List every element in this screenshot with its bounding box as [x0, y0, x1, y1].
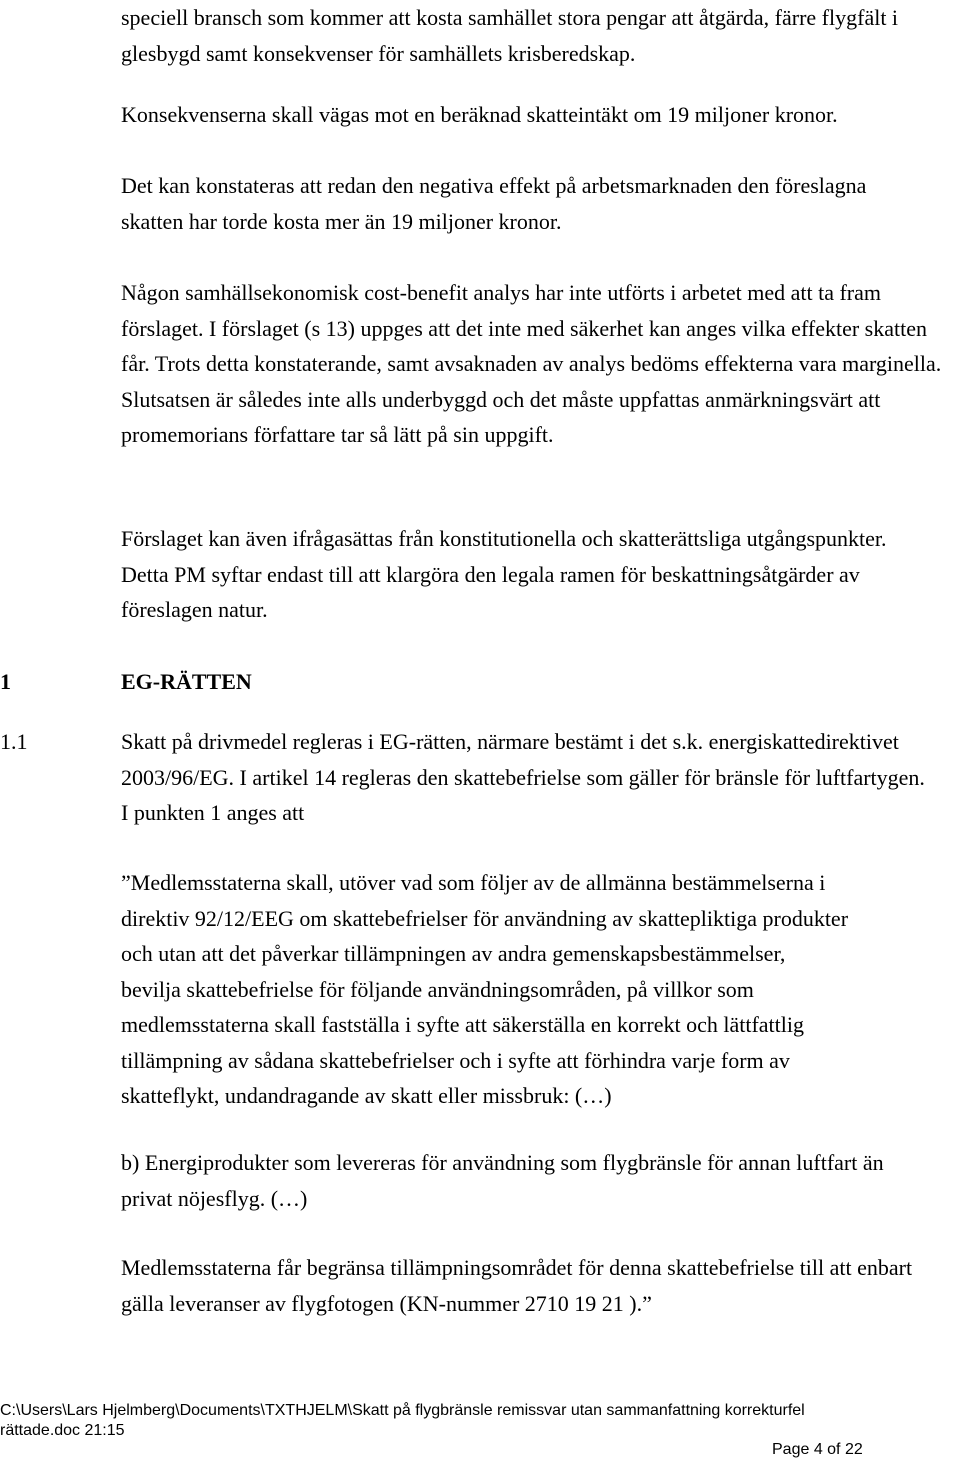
paragraph-constitutional: Förslaget kan även ifrågasättas från konstitutionella och skatterättsliga utgångspunkter. Detta PM syftar endast till att klargöra den legala ramen för beskattningsåtgärder av föreslagen natur.	[121, 526, 887, 622]
section-text: Skatt på drivmedel regleras i EG-rätten, närmare bestämt i det s.k. energiskattedirektivet 2003/96/EG. I artikel 14 regleras den skattebefrielse som gäller för bränsle för luftfartygen. I punkten 1 anges att	[121, 729, 925, 825]
paragraph-labour-market: Det kan konstateras att redan den negativa effekt på arbetsmarknaden den föreslagna skatten har torde kosta mer än 19 miljoner kronor.	[121, 173, 867, 234]
quote-line: och utan att det påverkar tillämpningen av andra gemenskapsbestämmelser,	[121, 941, 786, 966]
paragraph-intro: speciell bransch som kommer att kosta samhället stora pengar att åtgärda, färre flygfält i glesbygd samt konsekvenser för samhällets krisberedskap.	[121, 5, 899, 66]
paragraph-cost-benefit: Någon samhällsekonomisk cost-benefit analys har inte utförts i arbetet med att ta fram förslaget. I förslaget (s 13) uppges att det inte med säkerhet kan anges vilka effekter skatten får. Trots detta konstaterande, samt avsaknaden av analys bedöms effekterna vara marginella. Slutsatsen är således inte alls underbyggd och det måste uppfattas anmärkningsvärt att promemorians författare tar så lätt på sin uppgift.	[121, 280, 942, 447]
footer-path-line: rättade.doc 21:15	[0, 1422, 125, 1439]
quote-line: bevilja skattebefrielse för följande användningsområden, på villkor som	[121, 976, 754, 1002]
paragraph-consequences: Konsekvenserna skall vägas mot en beräknad skatteintäkt om 19 miljoner kronor.	[121, 102, 838, 127]
quote-line: ”Medlemsstaterna skall, utöver vad som följer av de allmänna bestämmelserna i	[121, 870, 826, 895]
quote-line: skatteflykt, undandragande av skatt eller missbruk: (…)	[121, 1083, 612, 1108]
footer-file-path	[0, 1401, 960, 1441]
section-number: 1.1	[0, 729, 28, 754]
heading-title: EG-RÄTTEN	[121, 669, 252, 694]
quote-line: tillämpning av sådana skattebefrielser och i syfte att förhindra varje form av	[121, 1047, 790, 1073]
footer-path-line: C:\Users\Lars Hjelmberg\Documents\TXTHJELM\Skatt på flygbränsle remissvar utan sammanfattning korrekturfel	[0, 1402, 805, 1419]
quote-block-1	[121, 865, 956, 1114]
quote-line: medlemsstaterna skall fastställa i syfte att säkerställa en korrekt och lättfattlig	[121, 1012, 804, 1037]
quote-block-3: Medlemsstaterna får begränsa tillämpningsområdet för denna skattebefrielse till att enbart gälla leveranser av flygfotogen (KN-nummer 2710 19 21 ).”	[121, 1255, 913, 1316]
quote-block-2: b) Energiprodukter som levereras för användning som flygbränsle för annan luftfart än privat nöjesflyg. (…)	[121, 1150, 884, 1211]
page-number: Page 4 of 22	[772, 1441, 863, 1458]
quote-line: direktiv 92/12/EEG om skattebefrielser för användning av skattepliktiga produkter	[121, 905, 849, 931]
heading-number: 1	[0, 669, 11, 694]
